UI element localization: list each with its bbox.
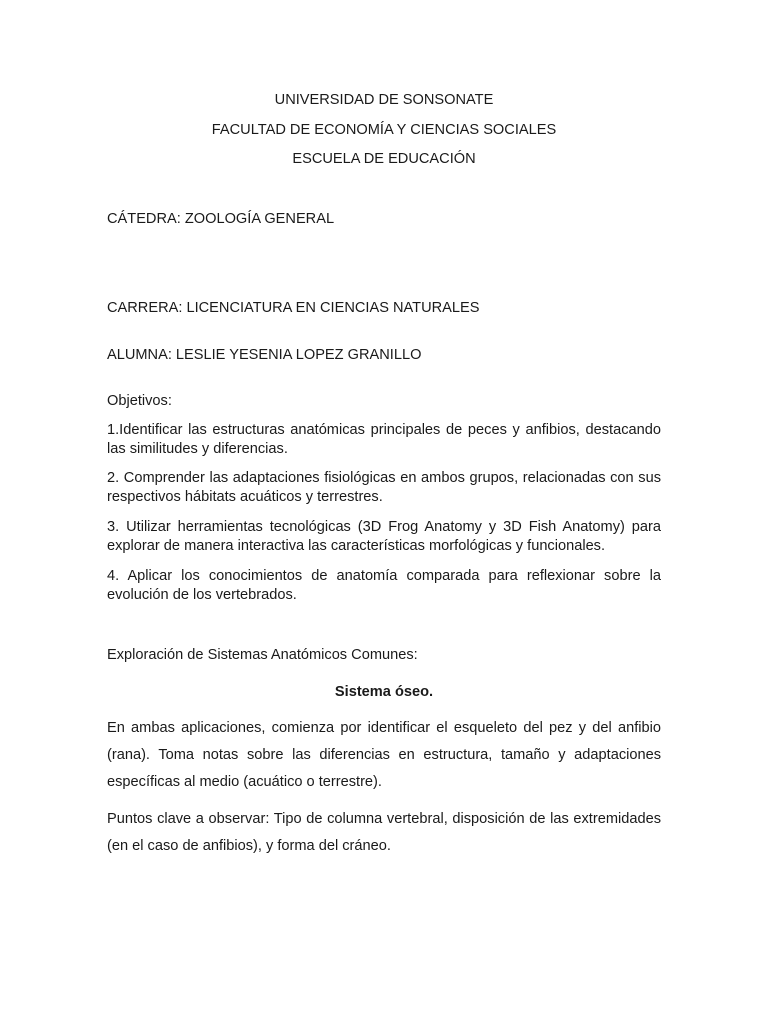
school-name: ESCUELA DE EDUCACIÓN — [292, 151, 476, 167]
objectives-heading: Objetivos: — [107, 393, 172, 409]
key-points-paragraph: Puntos clave a observar: Tipo de columna vertebral, disposición de las extremidades (en el caso de anfibios), y forma del cráneo. — [107, 811, 661, 854]
university-name: UNIVERSIDAD DE SONSONATE — [274, 92, 494, 108]
objective-item-4: 4. Aplicar los conocimientos de anatomía comparada para reflexionar sobre la evolución de los vertebrados. — [107, 568, 661, 603]
alumna-line: ALUMNA: LESLIE YESENIA LOPEZ GRANILLO — [107, 347, 422, 363]
catedra-line: CÁTEDRA: ZOOLOGÍA GENERAL — [107, 211, 335, 227]
objective-item-2: 2. Comprender las adaptaciones fisiológicas en ambos grupos, relacionadas con sus respectivos hábitats acuáticos y terrestres. — [107, 470, 661, 505]
exploration-heading: Exploración de Sistemas Anatómicos Comunes: — [107, 647, 418, 663]
section-title: Sistema óseo. — [334, 684, 434, 700]
skeleton-paragraph: En ambas aplicaciones, comienza por identificar el esqueleto del pez y del anfibio (rana). Toma notas sobre las diferencias en estructura, tamaño y adaptaciones específicas al medio (acuático o terrestre). — [107, 720, 661, 790]
objective-item-1: 1.Identificar las estructuras anatómicas principales de peces y anfibios, destacando las similitudes y diferencias. — [107, 422, 661, 457]
faculty-name: FACULTAD DE ECONOMÍA Y CIENCIAS SOCIALES — [211, 122, 557, 138]
objective-item-3: 3. Utilizar herramientas tecnológicas (3D Frog Anatomy y 3D Fish Anatomy) para explorar de manera interactiva las características morfológicas y funcionales. — [107, 519, 661, 554]
carrera-line: CARRERA: LICENCIATURA EN CIENCIAS NATURALES — [107, 300, 480, 316]
